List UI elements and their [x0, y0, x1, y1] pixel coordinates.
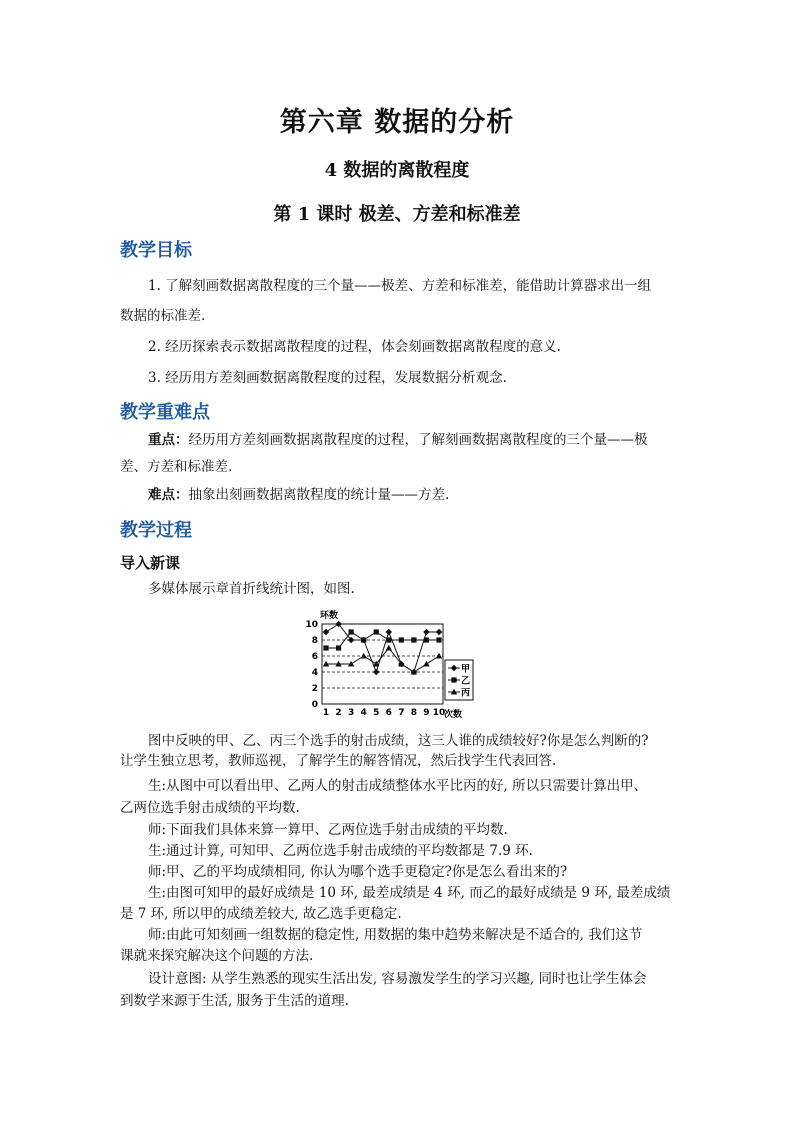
x-axis-label: 次数 — [444, 710, 463, 720]
y-tick-label-2: 2 — [311, 684, 318, 694]
series-2-point-5 — [374, 629, 379, 634]
paragraph-2-line-1: 生:从图中可以看出甲、乙两人的射击成绩整体水平比丙的好, 所以只需要计算出甲、 — [148, 778, 648, 794]
series-2-point-6 — [386, 637, 391, 642]
paragraph-1-line-1: 图中反映的甲、乙、丙三个选手的射击成绩，这三人谁的成绩较好?你是怎么判断的? — [148, 733, 649, 749]
series-3-point-10 — [436, 653, 442, 659]
shooting-scores-line-chart — [298, 604, 474, 722]
series-2-point-9 — [424, 637, 429, 642]
series-3-point-4 — [360, 653, 366, 659]
x-tick-label-8: 8 — [410, 708, 418, 718]
series-3-point-9 — [423, 661, 429, 667]
series-2-point-3 — [349, 629, 354, 634]
legend-label-3: 丙 — [461, 688, 471, 699]
paragraph-4: 生:通过计算, 可知甲、乙两位选手射击成绩的平均数都是 7.9 环. — [148, 843, 533, 859]
series-3-point-6 — [386, 645, 392, 651]
x-tick-label-5: 5 — [373, 708, 380, 718]
process-heading: 教学过程 — [120, 520, 192, 541]
series-1-point-10 — [436, 629, 443, 636]
y-tick-label-10: 10 — [305, 620, 318, 630]
key-points-heading: 教学重难点 — [120, 402, 210, 423]
x-tick-label-6: 6 — [385, 708, 392, 718]
series-1-point-9 — [423, 629, 430, 636]
x-tick-label-3: 3 — [347, 708, 355, 718]
y-tick-label-4: 4 — [311, 668, 318, 678]
series-2-point-1 — [323, 645, 328, 650]
intro-heading: 导入新课 — [120, 554, 181, 572]
objective-2: 2. 经历探索表示数据离散程度的过程，体会刻画数据离散程度的意义. — [148, 339, 561, 355]
x-tick-label-2: 2 — [335, 708, 342, 718]
objective-1-line-2: 数据的标准差. — [120, 308, 206, 324]
key-point-text: 经历用方差刻画数据离散程度的过程，了解刻画数据离散程度的三个量——极 — [188, 432, 648, 448]
key-point-line-2: 差、方差和标准差. — [120, 459, 233, 475]
difficult-point-label: 难点： — [148, 487, 189, 503]
y-tick-label-0: 0 — [311, 700, 318, 710]
x-tick-label-10: 10 — [432, 708, 446, 718]
paragraph-8-line-2: 到数学来源于生活, 服务于生活的道理. — [120, 993, 349, 1009]
paragraph-7-line-2: 课就来探究解决这个问题的方法. — [120, 948, 314, 964]
difficult-point — [148, 489, 449, 503]
difficult-point-text: 抽象出刻画数据离散程度的统计量——方差. — [188, 487, 450, 503]
chapter-title: 第六章 数据的分析 — [279, 107, 515, 138]
intro-text: 多媒体展示章首折线统计图，如图. — [148, 581, 355, 597]
paragraph-3: 师:下面我们具体来算一算甲、乙两位选手射击成绩的平均数. — [148, 822, 508, 838]
paragraph-6-line-2: 是 7 环, 所以甲的成绩差较大, 故乙选手更稳定. — [120, 906, 402, 922]
paragraph-6-line-1: 生:由图可知甲的最好成绩是 10 环, 最差成绩是 4 环, 而乙的最好成绩是 9 环, 最差成绩 — [148, 885, 671, 901]
paragraph-5: 师:甲、乙的平均成绩相同, 你认为哪个选手更稳定?你是怎么看出来的? — [148, 864, 568, 880]
key-point-line-1 — [148, 434, 648, 448]
objectives-heading: 教学目标 — [120, 240, 192, 261]
series-2-point-10 — [436, 637, 441, 642]
series-2-point-4 — [361, 637, 366, 642]
series-1-point-6 — [385, 629, 392, 636]
x-tick-label-4: 4 — [360, 708, 367, 718]
objective-3: 3. 经历用方差刻画数据离散程度的过程，发展数据分析观念. — [148, 370, 507, 386]
y-tick-label-6: 6 — [311, 652, 318, 662]
series-2-point-2 — [336, 645, 341, 650]
series-2-point-8 — [411, 637, 416, 642]
series-1-point-1 — [323, 629, 330, 636]
paragraph-8-line-1: 设计意图: 从学生熟悉的现实生活出发, 容易激发学生的学习兴趣, 同时也让学生体会 — [148, 971, 647, 987]
y-tick-label-8: 8 — [311, 636, 318, 646]
x-tick-label-1: 1 — [322, 708, 330, 718]
paragraph-1-line-2: 让学生独立思考，教师巡视，了解学生的解答情况，然后找学生代表回答. — [120, 753, 557, 769]
legend-label-1: 甲 — [461, 664, 471, 675]
paragraph-7-line-1: 师:由此可知刻画一组数据的稳定性, 用数据的集中趋势来解决是不适合的, 我们这节 — [148, 927, 643, 943]
legend-label-2: 乙 — [461, 676, 471, 687]
lesson-title: 第 1 课时 极差、方差和标准差 — [273, 204, 521, 225]
x-tick-label-9: 9 — [423, 708, 430, 718]
y-axis-label: 环数 — [320, 611, 339, 621]
series-line-1 — [326, 624, 439, 672]
legend-marker-2 — [451, 677, 456, 682]
series-1-point-5 — [373, 669, 380, 676]
key-point-label: 重点： — [148, 432, 189, 448]
objective-1-line-1: 1. 了解刻画数据离散程度的三个量——极差、方差和标准差，能借助计算器求出一组 — [148, 278, 652, 294]
section-title: 4 数据的离散程度 — [324, 160, 470, 181]
paragraph-2-line-2: 乙两位选手射击成绩的平均数. — [120, 800, 300, 816]
x-tick-label-7: 7 — [398, 708, 405, 718]
series-2-point-7 — [399, 637, 404, 642]
